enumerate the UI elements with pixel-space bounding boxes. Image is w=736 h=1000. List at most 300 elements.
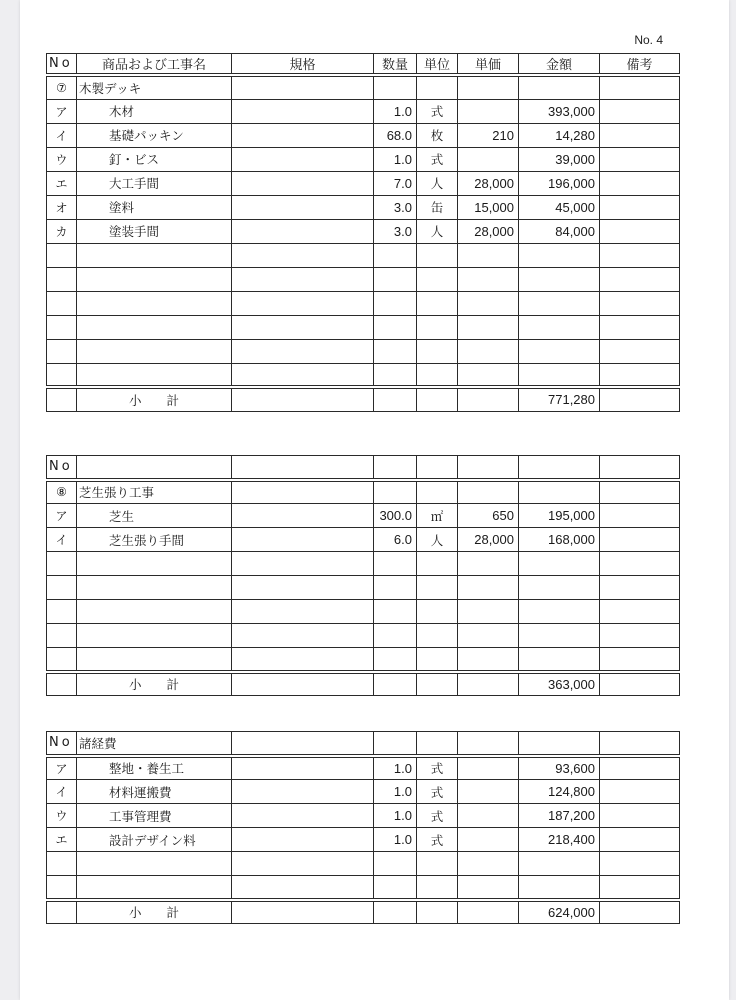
blank-cell	[458, 363, 519, 387]
empty-row	[47, 552, 680, 576]
section-row	[47, 75, 680, 99]
item-no: ア	[47, 99, 77, 123]
empty-row	[47, 876, 680, 900]
blank-cell	[47, 552, 77, 576]
blank-cell	[458, 315, 519, 339]
blank-cell	[417, 315, 458, 339]
section-row	[47, 480, 680, 504]
item-name: 塗料	[77, 195, 232, 219]
item-unit: 式	[417, 780, 458, 804]
item-spec	[232, 804, 374, 828]
blank-cell	[600, 624, 680, 648]
blank-cell	[519, 75, 600, 99]
blank-cell	[232, 267, 374, 291]
item-no: ウ	[47, 147, 77, 171]
item-price: 210	[458, 123, 519, 147]
item-note	[600, 99, 680, 123]
header-no: No	[47, 732, 77, 756]
blank-cell	[232, 243, 374, 267]
blank-cell	[374, 267, 417, 291]
header-amount: 金額	[519, 54, 600, 76]
section-title: 木製デッキ	[77, 75, 232, 99]
item-no: エ	[47, 171, 77, 195]
empty-row	[47, 648, 680, 672]
blank-cell	[47, 900, 77, 924]
table-row	[47, 147, 680, 171]
item-amount: 168,000	[519, 528, 600, 552]
item-price	[458, 99, 519, 123]
table-header-row	[47, 456, 680, 480]
item-note	[600, 780, 680, 804]
item-price	[458, 780, 519, 804]
blank-cell	[600, 267, 680, 291]
item-amount: 39,000	[519, 147, 600, 171]
empty-row	[47, 291, 680, 315]
blank-cell	[232, 852, 374, 876]
blank-cell	[458, 852, 519, 876]
item-qty: 1.0	[374, 756, 417, 780]
blank-cell	[77, 291, 232, 315]
empty-row	[47, 600, 680, 624]
blank-cell	[519, 576, 600, 600]
item-note	[600, 147, 680, 171]
blank-cell	[232, 291, 374, 315]
blank-cell	[47, 672, 77, 696]
blank-cell	[232, 315, 374, 339]
blank-cell	[47, 243, 77, 267]
blank-cell	[77, 600, 232, 624]
blank-cell	[519, 339, 600, 363]
blank-cell	[458, 876, 519, 900]
item-spec	[232, 123, 374, 147]
item-amount: 393,000	[519, 99, 600, 123]
blank-cell	[600, 456, 680, 480]
blank-cell	[77, 576, 232, 600]
empty-row	[47, 315, 680, 339]
header-note: 備考	[600, 54, 680, 76]
table-row	[47, 123, 680, 147]
blank-cell	[47, 387, 77, 411]
item-no: ウ	[47, 804, 77, 828]
item-unit: 式	[417, 828, 458, 852]
blank-cell	[47, 876, 77, 900]
section-header-row	[47, 732, 680, 756]
blank-cell	[374, 672, 417, 696]
blank-cell	[77, 552, 232, 576]
item-name: 塗装手間	[77, 219, 232, 243]
blank-cell	[77, 243, 232, 267]
table-row	[47, 99, 680, 123]
item-spec	[232, 195, 374, 219]
estimate-table-misc-expenses	[46, 731, 680, 924]
section-title: 諸経費	[77, 732, 232, 756]
blank-cell	[417, 900, 458, 924]
item-price: 28,000	[458, 219, 519, 243]
blank-cell	[519, 480, 600, 504]
item-amount: 218,400	[519, 828, 600, 852]
blank-cell	[600, 75, 680, 99]
item-amount: 84,000	[519, 219, 600, 243]
blank-cell	[458, 672, 519, 696]
table-row	[47, 804, 680, 828]
item-price: 28,000	[458, 171, 519, 195]
item-name: 材料運搬費	[77, 780, 232, 804]
blank-cell	[232, 900, 374, 924]
item-price	[458, 804, 519, 828]
blank-cell	[417, 480, 458, 504]
blank-cell	[600, 732, 680, 756]
subtotal-label: 小 計	[77, 900, 232, 924]
blank-cell	[232, 876, 374, 900]
item-no: ア	[47, 504, 77, 528]
item-unit: 式	[417, 804, 458, 828]
blank-cell	[417, 600, 458, 624]
blank-cell	[417, 387, 458, 411]
item-qty: 1.0	[374, 99, 417, 123]
blank-cell	[232, 456, 374, 480]
item-note	[600, 504, 680, 528]
blank-cell	[458, 648, 519, 672]
item-no: エ	[47, 828, 77, 852]
item-no: イ	[47, 780, 77, 804]
blank-cell	[77, 363, 232, 387]
item-no: ア	[47, 756, 77, 780]
blank-cell	[47, 624, 77, 648]
blank-cell	[77, 267, 232, 291]
blank-cell	[232, 732, 374, 756]
blank-cell	[600, 648, 680, 672]
item-no: オ	[47, 195, 77, 219]
item-spec	[232, 828, 374, 852]
table-row	[47, 780, 680, 804]
header-unit: 単位	[417, 54, 458, 76]
blank-cell	[232, 576, 374, 600]
blank-cell	[600, 480, 680, 504]
blank-cell	[47, 576, 77, 600]
blank-cell	[417, 672, 458, 696]
blank-cell	[458, 267, 519, 291]
blank-cell	[232, 600, 374, 624]
blank-cell	[600, 363, 680, 387]
item-spec	[232, 756, 374, 780]
item-spec	[232, 504, 374, 528]
blank-cell	[417, 243, 458, 267]
item-price	[458, 756, 519, 780]
item-qty: 1.0	[374, 804, 417, 828]
blank-cell	[600, 900, 680, 924]
blank-cell	[232, 387, 374, 411]
blank-cell	[600, 243, 680, 267]
item-qty: 3.0	[374, 195, 417, 219]
item-spec	[232, 528, 374, 552]
blank-cell	[519, 876, 600, 900]
item-name: 木材	[77, 99, 232, 123]
blank-cell	[47, 339, 77, 363]
blank-cell	[417, 339, 458, 363]
blank-cell	[77, 648, 232, 672]
blank-cell	[417, 267, 458, 291]
item-unit: 缶	[417, 195, 458, 219]
blank-cell	[458, 624, 519, 648]
blank-cell	[374, 552, 417, 576]
item-qty: 3.0	[374, 219, 417, 243]
blank-cell	[519, 600, 600, 624]
item-price: 15,000	[458, 195, 519, 219]
item-price: 650	[458, 504, 519, 528]
item-name: 基礎パッキン	[77, 123, 232, 147]
blank-cell	[77, 456, 232, 480]
blank-cell	[417, 624, 458, 648]
item-qty: 6.0	[374, 528, 417, 552]
blank-cell	[47, 600, 77, 624]
section-title: 芝生張り工事	[77, 480, 232, 504]
blank-cell	[519, 852, 600, 876]
item-note	[600, 195, 680, 219]
blank-cell	[600, 315, 680, 339]
section-no: ⑧	[47, 480, 77, 504]
blank-cell	[374, 363, 417, 387]
blank-cell	[374, 315, 417, 339]
blank-cell	[417, 75, 458, 99]
blank-cell	[417, 291, 458, 315]
item-name: 整地・養生工	[77, 756, 232, 780]
blank-cell	[77, 852, 232, 876]
blank-cell	[47, 648, 77, 672]
blank-cell	[600, 672, 680, 696]
table-row	[47, 528, 680, 552]
blank-cell	[232, 672, 374, 696]
item-note	[600, 219, 680, 243]
blank-cell	[374, 480, 417, 504]
item-spec	[232, 99, 374, 123]
blank-cell	[77, 315, 232, 339]
blank-cell	[374, 387, 417, 411]
blank-cell	[458, 387, 519, 411]
header-spec: 規格	[232, 54, 374, 76]
estimate-table-lawn	[46, 455, 680, 696]
blank-cell	[374, 648, 417, 672]
item-name: 大工手間	[77, 171, 232, 195]
item-qty: 1.0	[374, 780, 417, 804]
blank-cell	[519, 624, 600, 648]
blank-cell	[417, 732, 458, 756]
item-spec	[232, 219, 374, 243]
blank-cell	[417, 363, 458, 387]
blank-cell	[374, 876, 417, 900]
empty-row	[47, 267, 680, 291]
estimate-table-wood-deck	[46, 53, 680, 412]
blank-cell	[458, 732, 519, 756]
item-note	[600, 171, 680, 195]
blank-cell	[417, 552, 458, 576]
blank-cell	[458, 75, 519, 99]
subtotal-label: 小 計	[77, 672, 232, 696]
blank-cell	[232, 75, 374, 99]
item-unit: 人	[417, 528, 458, 552]
item-price	[458, 828, 519, 852]
blank-cell	[77, 876, 232, 900]
item-spec	[232, 171, 374, 195]
item-qty: 1.0	[374, 828, 417, 852]
blank-cell	[374, 75, 417, 99]
blank-cell	[374, 291, 417, 315]
table-row	[47, 219, 680, 243]
item-qty: 7.0	[374, 171, 417, 195]
blank-cell	[458, 600, 519, 624]
blank-cell	[519, 267, 600, 291]
blank-cell	[47, 315, 77, 339]
blank-cell	[600, 291, 680, 315]
subtotal-amount: 624,000	[519, 900, 600, 924]
table-row	[47, 828, 680, 852]
item-unit: 人	[417, 219, 458, 243]
blank-cell	[519, 363, 600, 387]
table-header-row	[47, 54, 680, 76]
item-amount: 124,800	[519, 780, 600, 804]
blank-cell	[519, 291, 600, 315]
blank-cell	[47, 363, 77, 387]
item-note	[600, 804, 680, 828]
item-note	[600, 828, 680, 852]
item-qty: 300.0	[374, 504, 417, 528]
blank-cell	[232, 339, 374, 363]
empty-row	[47, 339, 680, 363]
blank-cell	[458, 552, 519, 576]
blank-cell	[519, 315, 600, 339]
blank-cell	[374, 732, 417, 756]
empty-row	[47, 624, 680, 648]
item-name: 芝生	[77, 504, 232, 528]
blank-cell	[519, 552, 600, 576]
blank-cell	[77, 624, 232, 648]
blank-cell	[458, 480, 519, 504]
blank-cell	[374, 576, 417, 600]
blank-cell	[600, 387, 680, 411]
blank-cell	[458, 576, 519, 600]
empty-row	[47, 852, 680, 876]
page-number: No. 4	[634, 33, 663, 47]
blank-cell	[519, 648, 600, 672]
blank-cell	[458, 243, 519, 267]
item-no: カ	[47, 219, 77, 243]
blank-cell	[374, 852, 417, 876]
blank-cell	[458, 339, 519, 363]
table-row	[47, 171, 680, 195]
item-no: イ	[47, 528, 77, 552]
item-name: 芝生張り手間	[77, 528, 232, 552]
blank-cell	[417, 576, 458, 600]
blank-cell	[232, 624, 374, 648]
header-no: No	[47, 54, 77, 76]
blank-cell	[374, 600, 417, 624]
blank-cell	[519, 456, 600, 480]
subtotal-row	[47, 387, 680, 411]
blank-cell	[519, 732, 600, 756]
item-name: 設計デザイン料	[77, 828, 232, 852]
blank-cell	[417, 876, 458, 900]
blank-cell	[77, 339, 232, 363]
blank-cell	[374, 243, 417, 267]
item-unit: 人	[417, 171, 458, 195]
item-amount: 14,280	[519, 123, 600, 147]
blank-cell	[374, 339, 417, 363]
item-name: 釘・ビス	[77, 147, 232, 171]
item-note	[600, 528, 680, 552]
blank-cell	[232, 552, 374, 576]
item-unit: 枚	[417, 123, 458, 147]
item-amount: 45,000	[519, 195, 600, 219]
item-qty: 68.0	[374, 123, 417, 147]
section-no: ⑦	[47, 75, 77, 99]
blank-cell	[232, 648, 374, 672]
blank-cell	[458, 900, 519, 924]
blank-cell	[232, 363, 374, 387]
table-row	[47, 756, 680, 780]
blank-cell	[417, 852, 458, 876]
item-spec	[232, 147, 374, 171]
blank-cell	[600, 339, 680, 363]
blank-cell	[600, 852, 680, 876]
blank-cell	[600, 576, 680, 600]
item-spec	[232, 780, 374, 804]
item-qty: 1.0	[374, 147, 417, 171]
item-amount: 187,200	[519, 804, 600, 828]
table-row	[47, 504, 680, 528]
blank-cell	[458, 456, 519, 480]
empty-row	[47, 243, 680, 267]
empty-row	[47, 363, 680, 387]
item-no: イ	[47, 123, 77, 147]
item-unit: 式	[417, 147, 458, 171]
header-name: 商品および工事名	[77, 54, 232, 76]
blank-cell	[232, 480, 374, 504]
blank-cell	[600, 600, 680, 624]
item-amount: 93,600	[519, 756, 600, 780]
item-unit: 式	[417, 756, 458, 780]
blank-cell	[47, 852, 77, 876]
blank-cell	[47, 267, 77, 291]
header-price: 単価	[458, 54, 519, 76]
blank-cell	[374, 456, 417, 480]
header-no: No	[47, 456, 77, 480]
subtotal-amount: 771,280	[519, 387, 600, 411]
blank-cell	[417, 648, 458, 672]
blank-cell	[600, 876, 680, 900]
item-amount: 195,000	[519, 504, 600, 528]
item-price	[458, 147, 519, 171]
blank-cell	[374, 624, 417, 648]
header-qty: 数量	[374, 54, 417, 76]
subtotal-row	[47, 900, 680, 924]
item-name: 工事管理費	[77, 804, 232, 828]
item-note	[600, 123, 680, 147]
subtotal-label: 小 計	[77, 387, 232, 411]
item-note	[600, 756, 680, 780]
subtotal-amount: 363,000	[519, 672, 600, 696]
blank-cell	[458, 291, 519, 315]
blank-cell	[519, 243, 600, 267]
blank-cell	[47, 291, 77, 315]
subtotal-row	[47, 672, 680, 696]
item-unit: 式	[417, 99, 458, 123]
item-amount: 196,000	[519, 171, 600, 195]
blank-cell	[374, 900, 417, 924]
blank-cell	[417, 456, 458, 480]
item-price: 28,000	[458, 528, 519, 552]
blank-cell	[600, 552, 680, 576]
table-row	[47, 195, 680, 219]
item-unit: ㎡	[417, 504, 458, 528]
